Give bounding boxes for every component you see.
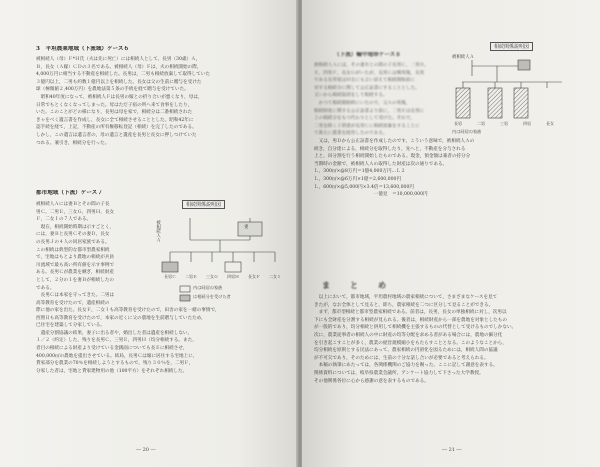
text-line: 現在，相続開始時期は示すごとく，	[36, 224, 115, 230]
text-line: 二男を除く子供達が長男Ｃに相続放棄をすることに	[314, 123, 420, 129]
child-label: 三男	[500, 121, 508, 126]
diagram-title: 相続関係説明図	[490, 42, 533, 51]
text-line: １／２（約定）した，残りを長男Ｃ，三男Ｅ，四男Ｈ（均分相続する。また，	[36, 338, 197, 344]
legend-heirs: は相続分を受けた者	[193, 294, 231, 299]
section-heading: 都市地域（下流）ケース７	[36, 190, 103, 196]
text-line: 被相続人（母）Ｆ*Ｈ氏（夫は先に死亡）には相続人として、長男（30歳）Ａ，	[36, 57, 201, 62]
text-line: 続き，自分達による，相続分を取得したり，先へと，不動産を分与される	[314, 146, 466, 152]
text-line: きたが，なお全体として見ると，即ち，農家相続を二つに区分して見ることができる。	[314, 302, 494, 308]
text-line: Ｌ，300㎡×@8万円＝1億4,000万円…Ｌ２	[314, 169, 406, 175]
text-line: 分家した者は，宅地と貸家建物用の他（100平方）をそれぞれ相続した。	[36, 368, 188, 374]
text-line: 又は，男Ｄから公正証書を作成したのです。こういう意味で，被相続人Ａの	[314, 139, 475, 144]
child-label: 二男Ｅ	[185, 274, 197, 279]
diagram-title: 相続関係説明図	[182, 200, 225, 209]
children-row	[454, 120, 570, 128]
inheritance-diagram	[150, 200, 290, 304]
section-heading: （下流）輪中地帯ケース８	[334, 52, 401, 58]
text-line: 已住宅を建築して分家している。	[36, 323, 105, 329]
child-label: 四男	[523, 121, 531, 126]
text-line: 川流域で最も高い所有値を示す事例で	[36, 262, 115, 268]
text-line: つれる。兼引き，相続分を行った。	[36, 140, 110, 146]
text-line: 球（極微値２,400万円）を農地法第５条の手続を経て贈与を受けていた。	[36, 87, 189, 93]
child-label: 二男	[477, 121, 485, 126]
text-line: 貸家部分を農業の70％を相続しようとするもので，残り３０％を，二男Ｆ，	[36, 361, 194, 367]
section-body	[36, 307, 286, 375]
text-line: が一般的であり，均分相続と併用して相続機を主張するものの代替として受けるものでしかない。	[314, 325, 517, 331]
text-line: 次に，農業従事者の相続人の中に財産の均等分配を求める者がある場合には，農地の細分化	[314, 332, 503, 338]
summary-body	[314, 294, 589, 385]
text-line: 上の相続分をもつ代わりとして受けた。それで，	[314, 116, 415, 122]
text-line: 日常でもとくなくなってしまった。母はただ子宿の所へ来て食事をしたり，	[36, 102, 193, 108]
text-line: である長男家はＨ女にも言い添えて相続開始前に	[314, 78, 416, 84]
child-label: 二女Ｉ	[269, 274, 281, 279]
legend-family: 内は同居の家族	[452, 129, 482, 134]
text-line: 以上において，都市地域，平坦農村地域の農家相続について，さまざまなケースを見て	[314, 295, 498, 300]
text-line: 西照日も高等教育を受けたので，本家の近くに父の農地を生前贈与していたため，	[36, 315, 206, 321]
text-line: 4,000万円に相当する不動産を相続した。長男は，二男も相続放棄して取得していた	[36, 72, 210, 78]
text-line: まず，都市型相続と都市型農家相続である。前者は，長男，長女の単独相続に対し，次男以	[314, 310, 507, 316]
child-label: 四男Ｈ	[227, 274, 239, 279]
text-line: ある。長男Ｃが農業を継ぎ，相続財産	[36, 270, 114, 276]
section-body	[314, 62, 474, 138]
legend-family: 内は同居の家族	[193, 285, 223, 290]
text-line: 昭和40年度になって，被相続人Ｆは長男の嫁との折り合いが悪くなり，母は，	[36, 94, 203, 100]
text-line: いた。このことがどの様になり，長男は母を家で，相続分は二番相続された	[36, 110, 193, 116]
child-label: 長男	[454, 121, 462, 126]
text-line: Ｂ，長女（Ａ嫁）ＣＤの３名である。被相続人（母）Ｆは，夫の相続開始の際，	[36, 64, 202, 70]
left-page	[0, 0, 298, 467]
text-line: 上と，田分割を行う相続開始したものである。現金，預金額は兼者の持分分	[314, 154, 471, 160]
text-line: て新たに農業を経営したのである。	[314, 131, 388, 137]
text-line: 均分相続を原則とする民法にあって，農家相続の円滑化を図るためには，相続人間の協議	[314, 348, 498, 354]
text-line: 者目の相続による財産より受けている金銭面についても長Ｅに相続させ，	[36, 345, 188, 351]
child-label: 三女Ｇ	[206, 274, 218, 279]
section-body	[314, 138, 584, 199]
text-line: この相続は典型的な都市型農家相続	[36, 247, 110, 253]
child-label: 長女Ｆ	[248, 274, 260, 279]
text-line: を引き起こすことが多く，農業の経営規模縮小をもたらすこととなる。このようなことから，	[314, 340, 507, 346]
text-line: Ｅ，四男Ｆ，長女Ｇがいたが，長男Ｃは戦死後，長男	[314, 70, 425, 76]
text-line: 長男Ｃは本家を守ってきた。二男は	[36, 293, 115, 299]
inheritance-diagram	[452, 42, 572, 134]
text-line: Ｌ，300㎡×@6万円×1億＝2,600,000円	[314, 176, 402, 182]
section-heading: 3 平坦農業地域（下流域）ケース６	[36, 46, 130, 52]
text-line: 被相続人Ａには，その妻Ｂとの間の子長男Ｃ，二男Ｄ，	[314, 63, 429, 68]
child-label: 長女	[546, 121, 554, 126]
summary-heading: ま と め	[322, 280, 392, 290]
text-line: 一億見 ＝10,000,000円	[314, 192, 428, 198]
text-line: その他関係各位に心から感謝の意を表するものである。	[314, 378, 429, 384]
spouse-label: 妻	[244, 225, 249, 230]
text-line: ３億円以上，二男も約数１億円以上を相続した。長女は父の生前に贈与を受けた	[36, 79, 202, 85]
text-line: 対する相続分に関して公正証書にすることとした。	[314, 85, 420, 91]
text-line: として，２分の１を妻Ｂが相続したの	[36, 277, 115, 283]
decedent-label: 被相続人Ａ	[155, 220, 161, 242]
text-line: Ｆ，二女Ｉの７人である。	[36, 217, 92, 223]
text-line: 当期時の金額で，被相続人Ａの取得した財産は次の通りである。	[314, 161, 448, 167]
text-line: かつて相続開始時にいたので，父Ａの死後，	[314, 100, 411, 106]
text-line: である。	[36, 285, 55, 291]
text-line: 下にも全財産を分割する相続が見られる。後者は，相続財産から一部を農地を対象としたもの	[314, 317, 507, 323]
section-body	[36, 56, 286, 147]
text-line: 関係資料については，岐阜県農業会議所，アンケート協力して下さった大学教授。	[314, 370, 484, 376]
text-line: 400,000㎡の農地を提出させている。結局，長男Ｃは嫁に居住する宅地上に，	[36, 353, 198, 359]
text-line: きゃをべく遺言書を作成し，長女に全て相続させることとした。昭和42年に	[36, 117, 194, 123]
text-line: 際に他の家を出た。長女Ｆ，二女Ｉも高等教育を受けたので，田舎の家を一緒の事情で，	[36, 308, 220, 313]
text-line: 遺産分割協議の結果，妻子に出る者や，婚出した者は遺産を相続しない。	[36, 330, 193, 336]
page-number: ― 21 ―	[442, 447, 462, 453]
text-line: には，妻Ｂと長男Ｃその妻Ｄ，長女	[36, 232, 110, 238]
text-line: 相続財産に関する公正証書より前に，二男Ｅは長男に	[314, 108, 425, 114]
text-line: 男Ｃ，二男Ｅ，三女Ｇ，四男Ｈ，長女	[36, 209, 115, 215]
child-label: 長男Ｃ	[164, 274, 176, 279]
text-line: 認手続を経て，上記，不動産の所有権移転登記（相続）を完了したのである。	[36, 125, 197, 131]
right-page	[302, 0, 600, 467]
text-line: 被相続人Ａには妻Ｂとその間の子長	[36, 202, 110, 207]
text-line: で，宅地はもとより農地の相続が兵員	[36, 255, 115, 261]
children-row	[164, 273, 294, 285]
text-line: の長男Ｊの４人の同居家族である。	[36, 239, 110, 245]
text-line: 高等教育を受けたので，遺産相続の	[36, 300, 110, 306]
text-line: しかし，この遺言は遺言者の，母の遺言と遺産を長男と長女に押しつけていた	[36, 132, 197, 138]
text-line: 又いから相続取消をして相続する。	[314, 93, 388, 99]
page-number: ― 20 ―	[136, 447, 156, 453]
text-line: が不可欠であり，そのためには，生前の十分な話し合いが必要であると考えられる。	[314, 355, 489, 361]
decedent-label: 被相続人Ａ	[452, 55, 474, 60]
text-line: Ｌ，600㎡×@5,000円×3.4倍＝13,600,000円	[314, 184, 414, 190]
text-line: 本稿の執筆にあたっては，各関係機関のご協力を賜った。ここに記して謝意を表する。	[314, 363, 498, 369]
